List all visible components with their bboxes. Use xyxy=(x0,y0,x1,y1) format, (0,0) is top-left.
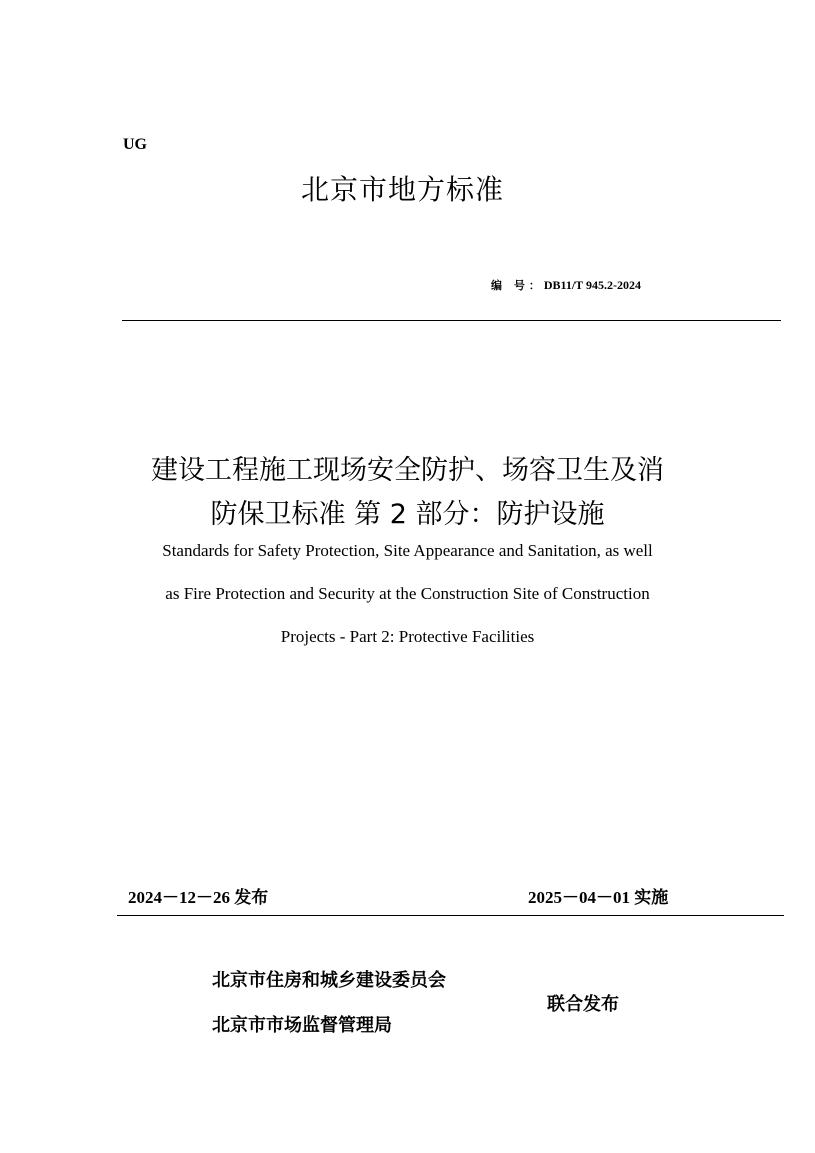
title-en-line-1: Standards for Safety Protection, Site Appearance and Sanitation, as well xyxy=(162,541,653,560)
title-en-line-3: Projects - Part 2: Protective Facilities xyxy=(280,627,535,646)
implement-date-line xyxy=(528,883,668,908)
title-cn-line-1: 建设工程施工现场安全防护、场容卫生及消 xyxy=(151,455,664,486)
header-divider xyxy=(122,320,781,321)
implement-label: 实施 xyxy=(634,888,669,908)
footer-divider xyxy=(117,915,784,916)
title-en-line-2: as Fire Protection and Security at the Construction Site of Construction xyxy=(165,584,650,603)
standard-number-label: 编 号： xyxy=(491,279,544,292)
publish-label: 发布 xyxy=(234,888,269,908)
publish-date-line xyxy=(128,883,268,908)
issuer-housing-commission: 北京市住房和城乡建设委员会 xyxy=(212,970,446,991)
issuer-market-regulation: 北京市市场监督管理局 xyxy=(212,1015,392,1036)
standard-number xyxy=(491,277,641,293)
standard-number-value: DB11/T 945.2-2024 xyxy=(543,278,641,292)
classification-code: UG xyxy=(123,136,147,153)
title-cn-line-2: 防保卫标准 第 2 部分：防护设施 xyxy=(210,499,605,530)
publish-date: 2024－12－26 xyxy=(128,888,230,907)
joint-issue-label: 联合发布 xyxy=(547,994,619,1015)
implement-date: 2025－04－01 xyxy=(528,888,630,907)
standard-category-title: 北京市地方标准 xyxy=(300,173,504,206)
